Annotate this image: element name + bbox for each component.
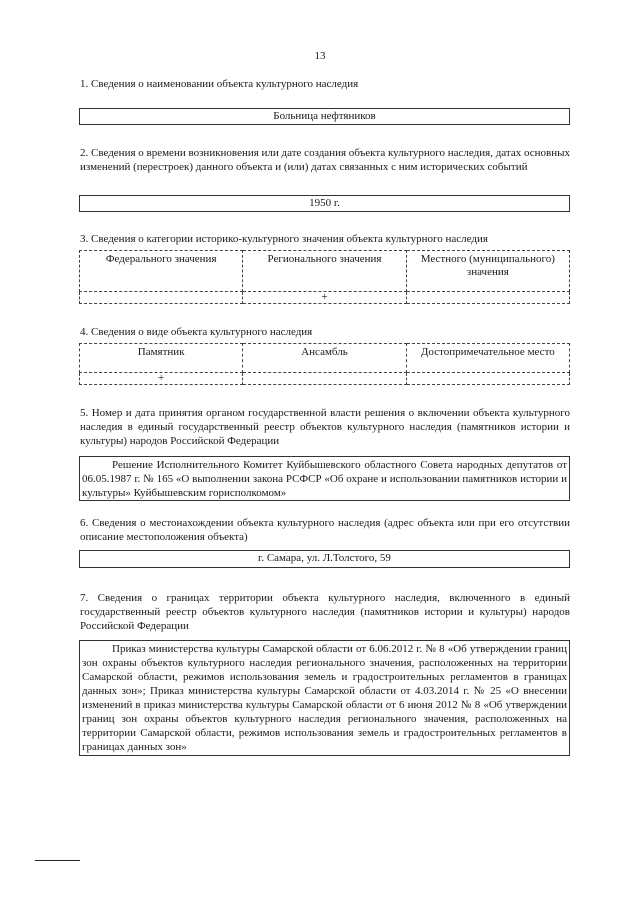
type-table — [79, 343, 570, 385]
type-header-row — [80, 344, 570, 373]
section-7-title: 7. Сведения о границах территории объекта культурного наследия, включенного в единый государственный реестр объектов культурного наследия (памятников истории и культуры) народов Российской Федерации — [80, 592, 570, 632]
section-2-title: 2. Сведения о времени возникновения или дате создания объекта культурного наследия, датах основных изменений (перестроек) данного объекта и (или) датах связанных с ним исторических событий — [80, 147, 570, 173]
creation-date-value: 1950 г. — [309, 197, 340, 209]
category-local-mark — [406, 292, 569, 304]
section-3-title: 3. Сведения о категории историко-культурного значения объекта культурного наследия — [80, 233, 488, 245]
category-federal-header: Федерального значения — [80, 251, 243, 292]
type-ensemble-header: Ансамбль — [243, 344, 406, 373]
footnote-separator — [35, 860, 80, 861]
category-regional-header: Регионального значения — [243, 251, 406, 292]
type-monument-header: Памятник — [80, 344, 243, 373]
category-local-header: Местного (муниципального) значения — [406, 251, 569, 292]
type-mark-row — [80, 373, 570, 385]
address-value: г. Самара, ул. Л.Толстого, 59 — [258, 552, 391, 564]
type-ensemble-mark — [243, 373, 406, 385]
section-5-title: 5. Номер и дата принятия органом государственной власти решения о включении объекта культурного наследия в единый государственный реестр объектов культурного наследия (памятников истории и культуры) народов Российской Федерации — [80, 407, 570, 447]
registry-decision-text: Решение Исполнительного Комитет Куйбышевского областного Совета народных депутатов от 06.05.1987 г. № 165 «О выполнении закона РСФСР «Об охране и использовании памятников истории и культуры» Куйбышевским горисполкомом» — [82, 459, 567, 499]
section-5-value-box — [79, 456, 570, 501]
category-mark-row — [80, 292, 570, 304]
type-monument-mark: + — [80, 373, 243, 385]
category-federal-mark — [80, 292, 243, 304]
category-regional-mark: + — [243, 292, 406, 304]
category-header-row — [80, 251, 570, 292]
category-table — [79, 250, 570, 304]
page-number: 13 — [314, 50, 326, 62]
section-1-value-box — [79, 108, 570, 125]
section-6-value-box — [79, 550, 570, 568]
section-2-value-box — [79, 195, 570, 212]
section-1-title: 1. Сведения о наименовании объекта культурного наследия — [80, 78, 359, 90]
territory-boundaries-text: Приказ министерства культуры Самарской области от 6.06.2012 г. № 8 «Об утверждении границ зон охраны объектов культурного наследия регионального значения, расположенных на территории Самарской области, режимов использования земель и градостроительных регламентов в границах данных зон»; Приказ министерства культуры Самарской области от 4.03.2014 г. № 25 «О внесении изменений в приказ министерства культуры Самарской области от 6 июня 2012 № 8 «Об утверждении границ зон охраны объектов культурного наследия регионального значения, расположенных на территории Самарской области, режимов использования земель и градостроительных регламентов в границах данных зон» — [82, 643, 567, 753]
section-4-title: 4. Сведения о виде объекта культурного наследия — [80, 326, 313, 338]
section-7-value-box — [79, 640, 570, 756]
section-6-title: 6. Сведения о местонахождении объекта культурного наследия (адрес объекта или при его отсутствии описание местоположения объекта) — [80, 517, 570, 543]
type-landmark-mark — [406, 373, 569, 385]
type-landmark-header: Достопримечательное место — [406, 344, 569, 373]
object-name-value: Больница нефтяников — [273, 110, 376, 122]
